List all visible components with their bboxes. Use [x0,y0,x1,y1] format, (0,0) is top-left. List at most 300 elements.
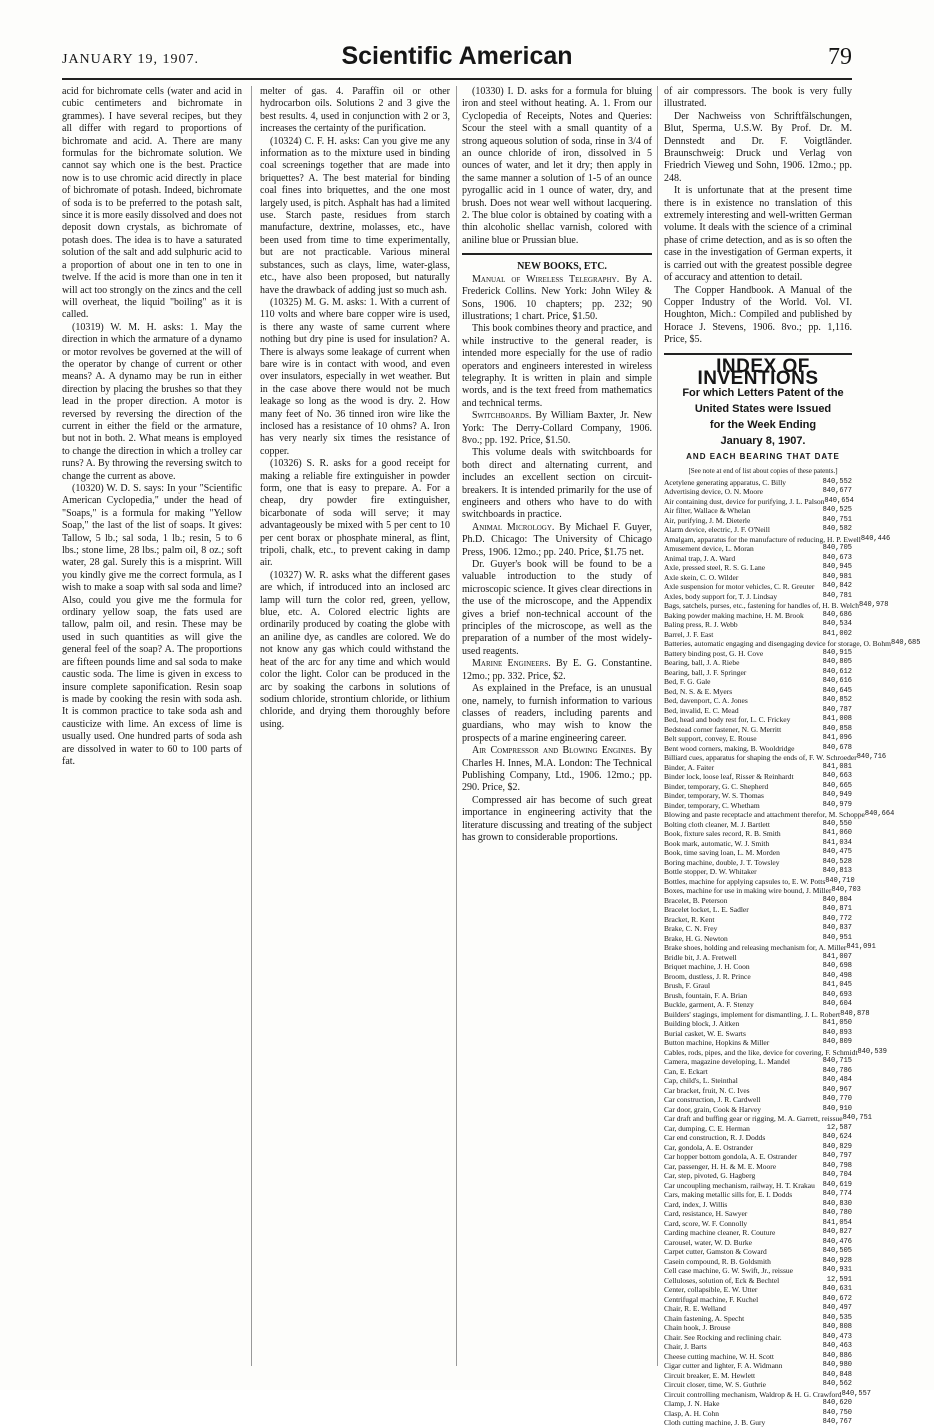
index-entry-name: Bracket, R. Kent [664,914,715,924]
index-entry-number: 840,915 [822,648,852,657]
index-entry-number: 840,978 [859,601,889,610]
index-entry-number: 840,534 [822,620,852,629]
book-entry [462,410,652,447]
index-entry-name: Bolting cloth cleaner, M. J. Bartlett [664,819,770,829]
index-entry-name: Circuit controlling mechanism, Waldrop & H. G. Crawford [664,1389,842,1399]
index-entry-name: Car construction, J. R. Cardwell [664,1095,761,1105]
index-entry-name: Chain hook, J. Brouse [664,1323,731,1333]
index-entry-number: 840,827 [822,1228,852,1237]
paragraph: of air compressors. The book is very fully illustrated. [664,86,852,110]
index-entry [664,639,921,649]
index-entry [664,915,852,925]
index-entry-number: 840,871 [822,905,852,914]
index-entry [664,1047,887,1058]
index-entry [664,1314,852,1324]
index-entry-name: Car, gondola, A. E. Ostrander [664,1142,753,1152]
book-title: Animal Micrology. [472,521,555,533]
index-entry [664,1200,852,1210]
index-entry-name: Centrifugal machine, F. Kuchel [664,1294,759,1304]
index-entry-number: 840,620 [822,1399,852,1408]
index-entry-number: 840,848 [822,1370,852,1379]
index-entry [664,810,895,820]
index-entry-name: Building block, J. Aitken [664,1019,740,1029]
index-entry-name: Barrel, J. F. East [664,629,714,639]
index-entry-number: 841,054 [822,1218,852,1227]
index-entry-name: Axles, body support for, T. J. Lindsay [664,591,778,601]
index-entry [664,1361,852,1371]
paragraph: (10330) I. D. asks for a formula for bluing iron and steel without heating. A. 1. From our Cyclopedia of Receipts, Notes and Queries: Scour the steel with a small quantity of a strong aqueous solution of soda, rinse in 3/4 of an ounce chloride of iron, dissolved in 5 ounces of water, and let it dry; then apply in the same manner a solution of 1-5 of an ounce pyrogallic acid in 1 ounce of water, dry, and brush. Does not wear well without lacquering. 2. The blue color is obtained by coating with a thin alcoholic shellac varnish, colored with aniline blue or Prussian blue. [462,86,652,246]
index-entry [664,858,852,868]
header-rule [62,78,852,80]
index-entry-number: 840,685 [891,639,921,648]
index-entry [664,934,852,944]
index-entry-name: Binder, temporary, G. C. Shepherd [664,781,769,791]
index-entry-name: Cloth cutting machine, J. B. Gury [664,1418,766,1428]
index-entry-number: 840,686 [822,610,852,619]
index-entry-number: 840,703 [831,886,861,895]
index-entry-name: Blowing and paste receptacle and attachment therefor, M. Schoppe [664,810,865,820]
index-entry [664,772,852,782]
index-entry-number: 840,813 [822,867,852,876]
index-entry-name: Card, score, W. F. Connolly [664,1218,748,1228]
index-entry-name: Clamp, J. N. Hake [664,1399,720,1409]
index-entry-name: Car bracket, fruit, N. C. Ives [664,1085,750,1095]
index-entry [664,1418,852,1428]
index-entry [664,715,852,725]
index-entry-name: Cigar cutter and lighter, F. A. Widmann [664,1361,783,1371]
paragraph: (10324) C. F. H. asks: Can you give me any information as to the mixture used in binding coal screenings together that are made into briquettes? A. The best material for binding coal fines into briquettes, and the one most largely used, is pitch. Asphalt has had a limited use. Starch paste, residues from starch manufacture, dextrine, molasses, etc., have been used from time to time experimentally, but are not practicable. Various mineral substances, such as clays, lime, water-glass, etc., have also been proposed, but naturally have the drawback of adding just so much ash. [260,135,450,296]
index-entry [664,791,852,801]
book-entry [462,745,652,795]
index-entry [664,1295,852,1305]
index-entry-name: Chair. See Rocking and reclining chair. [664,1332,782,1342]
index-entry [664,1143,852,1153]
index-entry [664,1181,852,1191]
index-entry-number: 840,624 [822,1133,852,1142]
index-entry-number: 840,484 [822,1076,852,1085]
index-title: INDEX OF INVENTIONS [697,355,819,389]
index-entry-number: 840,837 [822,924,852,933]
index-entry-number: 840,631 [822,1285,852,1294]
index-entry [664,753,887,763]
section-rule [664,353,852,355]
index-entry-name: Air containing dust, device for purifying, J. L. Palson [664,496,825,506]
book-review: Dr. Guyer's book will be found to be a valuable introduction to the study of microscopic science. It gives clear directions in the use of the microscope, and the Appendix gives a brief non-technical account of the principles of the microscope, as well as the preparation of a number of the most widely-used reagents. [462,559,652,657]
section-rule [462,253,652,255]
index-entry-name: Brush, F. Graul [664,981,711,991]
index-entry [664,876,855,887]
index-entry-name: Acetylene generating apparatus, C. Billy [664,477,787,487]
book-details: By Charles H. Innes, M.A. London: The Technical Publishing Company, Ltd., 1906. 12mo.; pp. 290. Price, $2. [462,745,652,794]
index-entry [664,1409,852,1419]
index-entry [664,829,852,839]
index-entry [664,943,876,953]
index-entry [664,649,852,659]
index-entry-name: Axle skein, C. O. Wilder [664,572,739,582]
index-entry-number: 840,928 [822,1256,852,1265]
index-entry-number: 841,050 [822,1019,852,1028]
index-entry [664,1076,852,1086]
book-entry [462,274,652,324]
index-entry [664,972,852,982]
index-entry-name: Bedstead corner fastener, N. G. Merritt [664,724,782,734]
book-entry: Der Nachweiss von Schriftfälschungen, Blut, Sperma, U.S.W. By Prof. Dr. M. Dennstedt and Dr. F. Voigtländer. Braunschweig: Druck und Verlag von Friedrich Vieweg und Sohn, 1906. 12mo.; pp. 248. [664,110,852,184]
index-entry [664,1304,852,1314]
index-entry [664,544,852,554]
index-entry [664,1276,852,1286]
index-entry-name: Book, fixture sales record, R. B. Smith [664,829,781,839]
index-entry-name: Car hopper bottom gondola, A. E. Ostrander [664,1152,798,1162]
page-number: 79 [828,44,852,70]
index-entry-name: Car uncoupling mechanism, railway, H. T. Krakau [664,1180,815,1190]
index-entry-number: 840,878 [840,1009,870,1018]
index-note: [See note at end of list about copies of these patents.] [688,467,838,476]
index-entry [664,582,852,592]
index-entry [664,782,852,792]
index-entry [664,839,852,849]
index-entry-number: 840,705 [822,544,852,553]
index-entry [664,1285,852,1295]
index-entry-number: 840,654 [824,496,854,505]
index-entry-name: Car, step, pivoted, G. Hagberg [664,1171,756,1181]
index-entry [664,1228,852,1238]
index-entry-number: 840,704 [822,1171,852,1180]
index-entry [664,534,891,545]
index-entry-number: 840,858 [822,724,852,733]
index-subtitle: for the Week Ending [709,419,817,432]
index-entry-name: Advertising device, O. N. Moore [664,487,763,497]
index-entry-number: 840,852 [822,696,852,705]
index-entry-number: 840,949 [822,791,852,800]
index-entry [664,867,852,877]
index-entry-name: Binder, A. Faiter [664,762,715,772]
index-entry-name: Brake, H. G. Newton [664,933,728,943]
index-entry-number: 840,505 [822,1247,852,1256]
index-entry [664,1029,852,1039]
index-entry-name: Camera, magazine developing, L. Mandel [664,1057,790,1067]
index-entry [664,896,852,906]
index-entry-name: Baking powder making machine, H. M. Brook [664,610,804,620]
index-date: January 8, 1907. [720,435,806,448]
index-entry-name: Bracelet, B. Peterson [664,895,728,905]
book-title: Manual of Wireless Telegraphy. [472,273,620,285]
index-entry-number: 840,498 [822,971,852,980]
index-entry-number: 840,612 [822,667,852,676]
index-entry [664,1219,852,1229]
index-entry-name: Card, index, J. Willis [664,1199,728,1209]
index-entry [664,1162,852,1172]
index-entry-name: Buckle, garment, A. F. Stenzy [664,1000,754,1010]
book-review: This volume deals with switchboards for both direct and alternating current, and includes an excellent section on circuit-breakers. It is intended primarily for the use of engineers and others who have to do with switchboards in practice. [462,447,652,521]
index-entry [664,1057,852,1067]
index-entry-number: 841,045 [822,981,852,990]
index-entry [664,981,852,991]
index-entry-number: 841,096 [822,734,852,743]
index-entry-name: Button machine, Hopkins & Miller [664,1038,770,1048]
index-entry-number: 840,698 [822,962,852,971]
index-entry-name: Bed, invalid, E. C. Mead [664,705,739,715]
index-entry-number: 12,591 [826,1275,852,1284]
book-details: By A. Frederick Collins. New York: John Wiley & Sons, 1906. 10 chapters; pp. 232; 90 illustrations; 1 chart. Price, $1.50. [462,273,653,322]
index-entry-name: Bridle bit, J. A. Fretwell [664,952,737,962]
index-entry-name: Chair, R. E. Welland [664,1304,726,1314]
index-entry [664,525,852,535]
index-entry-number: 840,678 [822,743,852,752]
index-entry-number: 840,787 [822,705,852,714]
index-entry-name: Bracelet locket, L. E. Sadler [664,905,749,915]
index-entry [664,563,852,573]
index-entry [664,1009,870,1020]
book-review: It is unfortunate that at the present time there is in existence no translation of this extremely interesting and well-written German volume. It deals with the science of a criminal phase of crime detection, and as is so often the case in the investigation of German experts, it is carried out with the greatest possible degree of accuracy and attention to detail. [664,185,852,284]
index-entry-number: 841,081 [822,762,852,771]
index-entry-number: 840,535 [822,1313,852,1322]
masthead-title: Scientific American [341,42,573,70]
index-list [664,477,921,1428]
index-entry [664,478,852,488]
index-entry-name: Binder, temporary, W. S. Thomas [664,791,764,801]
index-entry [664,801,852,811]
index-entry [664,706,852,716]
index-entry-name: Bearing, ball, J. F. Springer [664,667,747,677]
index-entry-number: 840,805 [822,658,852,667]
book-review: Compressed air has become of such great importance in engineering activity that the literature discussing and treating of the subject has grown to considerable proportions. [462,794,652,843]
index-entry-name: Axle suspension for motor vehicles, C. R. Greuter [664,582,815,592]
book-entry [462,658,652,683]
index-entry-name: Amalgam, apparatus for the manufacture of reducing, H. P. Ewell [664,534,861,544]
index-entry-name: Card, resistance, H. Sawyer [664,1209,748,1219]
index-entry-number: 840,842 [822,582,852,591]
index-entry-number: 840,809 [822,1038,852,1047]
index-entry-number: 840,786 [822,1066,852,1075]
index-entry-name: Circuit breaker, E. M. Hewlett [664,1370,756,1380]
index-entry-name: Builders' stagings, implement for dismantling, J. L. Robert [664,1009,841,1019]
index-entry [664,1323,852,1333]
index-entry-name: Belt support, convey, E. Rouse [664,734,757,744]
index-entry-name: Animal trap, J. A. Ward [664,553,736,563]
index-entry-number: 840,770 [822,1095,852,1104]
book-entry: The Copper Handbook. A Manual of the Copper Industry of the World. Vol. VI. Houghton, Mich.: Compiled and published by Horace J. Stevens, 1906. 8vo.; pp. 1,116. Price, $5. [664,284,852,346]
index-entry-number: 840,886 [822,1351,852,1360]
index-entry [664,696,852,706]
index-entry-name: Air filter, Wallace & Whelan [664,506,751,516]
index-entry-number: 840,672 [822,1294,852,1303]
column-divider [456,86,457,1366]
paragraph: (10319) W. M. H. asks: 1. May the direction in which the armature of a dynamo or motor revolves be governed at the will of the operator by change of current or other means? A. A dynamo may be run in either direction by placing the brushes so that they lead in the proper direction. A motor is reversed by reversing the direction of the current in either the field or the armature, but not in both. 2. What means is employed to change the direction in which a trolley car runs? A. By throwing the reversing switch to change the current as above. [62,321,242,482]
index-entry-number: 841,091 [846,943,876,952]
index-entry-name: Cell case machine, G. W. Swift, Jr., reissue [664,1266,793,1276]
column-3 [462,86,652,1366]
index-entry-name: Bed, N. S. & E. Myers [664,686,733,696]
index-entry-number: 840,910 [822,1104,852,1113]
column-divider [251,86,252,1366]
index-entry-number: 840,582 [822,525,852,534]
index-entry-name: Bearing, ball, J. A. Riebe [664,658,740,668]
index-entry [664,820,852,830]
index-entry-number: 840,751 [822,515,852,524]
index-entry-name: Clasp, A. H. Cohn [664,1408,720,1418]
book-details: By Michael F. Guyer, Ph.D. Chicago: The University of Chicago Press, 1906. 12mo.; pp. 240. Price, $1.75 net. [462,521,652,558]
index-entry-number: 840,663 [822,772,852,781]
index-entry [664,924,852,934]
book-title: Air Compressor and Blowing Engines. [472,745,637,757]
index-entry-name: Amusement device, L. Moran [664,544,754,554]
index-entry-number: 840,750 [822,1408,852,1417]
index-entry-number: 840,781 [822,591,852,600]
index-entry-number: 840,716 [856,753,887,762]
book-title: Switchboards. [472,410,532,422]
index-entry-name: Brake shoes, holding and releasing mechanism for, A. Miller [664,943,847,953]
index-entry [664,620,852,630]
index-entry-number: 841,007 [822,952,852,961]
index-entry [664,1399,852,1409]
index-entry [664,848,852,858]
index-entry-name: Carpet cutter, Gamston & Coward [664,1247,767,1257]
index-entry-number: 840,528 [822,857,852,866]
index-entry-number: 840,645 [822,686,852,695]
index-entry-name: Book, time saving loan, L. M. Morden [664,848,780,858]
index-entry-name: Circuit closer, time, W. S. Guthrie [664,1380,766,1390]
index-entry [664,592,852,602]
column-2 [260,86,450,1366]
index-subtitle: For which Letters Patent of the [682,387,844,400]
index-entry-name: Air, purifying, J. M. Dieterle [664,515,751,525]
index-entry-name: Center, collapsible, E. W. Utter [664,1285,758,1295]
index-entry-number: 840,980 [822,1361,852,1370]
index-entry-name: Bottles, machine for applying capsules to, E. W. Potts [664,876,826,886]
index-entry [664,1257,852,1267]
index-entry-number: 840,715 [822,1057,852,1066]
index-entry [664,1124,852,1134]
book-title: Marine Engineers. [472,658,551,670]
index-entry-name: Binder, temporary, C. Whetham [664,800,760,810]
index-entry [664,1247,852,1257]
index-entry [664,506,852,516]
paragraph: (10320) W. D. S. says: In your "Scientific American Cyclopedia," under the head of "Soaps," is a formula for making "Yellow Soap," the last of the list of soaps. It gives: Tallow, 5 lb.; sal soda, 1 lb.; resin, 5 to 6 lbs.; stone lime, 28 lbs.; palm oil, 8 oz.; soft water, 28 gal. Surely this is a misprint. Will you kindly give me the correct formula, as I wish to make a soap with sal soda and lime? Also, could you give me the formula for ordinary yellow soap, the fats used are tallow, palm oil, and resin. These may be used in such quantities as will give the general feel of the soap? A. The proportions are fifteen pounds lime and sal soda to make caustic soda. The lime is given in excess to insure complete saponification. Resin soap is made by cooking the resin with soda ash. It is common practice to take soda ash and causticize with lime. An excess of lime is usually used. One hundred parts of soda ash are dissolved in water to 60 to 100 parts of fat. [62,483,242,767]
index-entry-name: Brush, fountain, F. A. Brian [664,990,748,1000]
index-entry-name: Casein compound, R. B. Goldsmith [664,1256,771,1266]
index-entry-name: Bed, head and body rest for, L. C. Frickey [664,715,791,725]
index-entry [664,573,852,583]
index-entry-number: 840,804 [822,895,852,904]
new-books-heading: NEW BOOKS, ETC. [517,261,607,273]
index-entry [664,487,852,497]
index-entry-number: 840,931 [822,1266,852,1275]
index-entry-number: 840,473 [822,1332,852,1341]
index-entry-number: 841,034 [822,838,852,847]
index-entry-name: Cheese cutting machine, W. H. Scott [664,1351,774,1361]
index-entry-name: Chair, J. Barts [664,1342,707,1352]
book-review: This book combines theory and practice, and while instructive to the general reader, is intended more especially for the use of radio operators and engineers interested in wireless telegraphy. It is written in plain and simple words, and is the text freed from mathematics and technical terms. [462,323,652,409]
index-entry-name: Bent wood corners, making, B. Wooldridge [664,743,795,753]
index-entry-number: 841,060 [822,829,852,838]
index-entry-number: 840,772 [822,914,852,923]
index-entry-number: 840,951 [822,933,852,942]
index-entry-name: Can, E. Eckart [664,1066,708,1076]
column-4 [664,86,921,1428]
index-entry-number: 840,767 [822,1418,852,1427]
index-entry-number: 840,550 [822,819,852,828]
index-entry-name: Car, dumping, C. E. Herman [664,1123,750,1133]
index-entry-number: 840,665 [822,781,852,790]
index-entry [664,1067,852,1077]
index-entry [664,658,852,668]
index-entry-number: 840,677 [822,487,852,496]
book-review: As explained in the Preface, is an unusual one, namely, to furnish information to various classes of readers, including parents and guardians, who may wish to know the prospects of a marine engineering career. [462,683,652,744]
index-entry [664,1095,852,1105]
paragraph: (10326) S. R. asks for a good receipt for making a reliable fire extinguisher in powder form, one that is easy to prepare. A. For a cheap, dry powder fire extinguisher, bicarbonate of soda will serve; it may advantageously be mixed with 5 per cent to 10 per cent borax or phosphate mineral, as flint, tripoli, chalk, etc., to prevent caking in damp air. [260,458,450,569]
column-1 [62,86,242,1366]
index-subtitle: AND EACH BEARING THAT DATE [686,452,840,462]
index-entry-name: Batteries, automatic engaging and disengaging device for storage, O. Bohm [664,639,892,649]
index-entry [664,1352,852,1362]
index-entry-number: 840,774 [822,1190,852,1199]
index-entry-name: Cables, rods, pipes, and the like, device for covering, F. Schmidt [664,1047,858,1057]
index-entry-number: 840,893 [822,1028,852,1037]
index-entry-number: 840,780 [822,1209,852,1218]
index-entry-name: Bottle stopper, D. W. Whitaker [664,867,757,877]
index-entry-number: 840,664 [864,810,895,819]
index-entry-number: 840,562 [822,1380,852,1389]
index-entry-name: Book mark, automatic, W. J. Smith [664,838,770,848]
index-entry [664,1266,852,1276]
index-entry-number: 840,539 [857,1047,887,1056]
index-entry-number: 840,945 [822,563,852,572]
index-entry [664,497,852,507]
index-entry-name: Burial casket, W. E. Swarts [664,1028,746,1038]
index-entry [664,687,852,697]
index-entry [664,1209,852,1219]
column-divider [657,86,658,1366]
index-entry-name: Cap, child's, L. Steinthal [664,1076,738,1086]
index-entry-name: Car, passenger, H. H. & M. E. Moore [664,1161,777,1171]
index-entry [664,1171,852,1181]
index-entry-number: 840,830 [822,1199,852,1208]
index-entry [664,516,852,526]
index-entry-name: Chain fastening, A. Specht [664,1313,745,1323]
index-entry [664,1333,852,1343]
paragraph: (10325) M. G. M. asks: 1. With a current of 110 volts and where bare copper wire is used, is there any waste of same current where nothing but dry pine is used for insulation? A. There is always some leakage of current when bare wire is in contact with wood, and even over insulators, especially in wet weather. But in the case above there would not be much leakage so long as the wood is dry. 2. How many feet of No. 36 tinned iron wire like the inclosed has a resistance of 10 ohms? A. Iron has very nearly six times the resistance of copper. [260,296,450,457]
index-entry [664,1238,852,1248]
index-entry-number: 840,475 [822,848,852,857]
index-entry [664,1038,852,1048]
index-entry-number: 840,446 [860,534,891,543]
index-entry [664,991,852,1001]
index-entry-number: 840,693 [822,990,852,999]
index-entry [664,1371,852,1381]
index-entry [664,677,852,687]
index-entry [664,1086,852,1096]
index-entry-name: Bed, davenport, C. A. Jones [664,696,748,706]
index-entry-name: Axle, pressed steel, R. S. G. Lane [664,563,766,573]
book-entry [462,522,652,559]
index-entry-name: Boring machine, double, J. T. Towsley [664,857,780,867]
index-entry-name: Car end construction, R. J. Dodds [664,1133,766,1143]
index-entry-number: 841,002 [822,629,852,638]
index-entry [664,554,852,564]
index-entry-name: Binder lock, loose leaf, Risser & Reinhardt [664,772,794,782]
index-entry [664,1133,852,1143]
index-entry [664,1114,872,1124]
index-entry-name: Celluloses, solution of, Eck & Bechtel [664,1275,780,1285]
index-entry [664,1152,852,1162]
paragraph: (10327) W. R. asks what the different gases are which, if introduced into an inclosed arc lamp will turn the color red, green, yellow, blue, etc. A. Colored electric lights are ordinarily produced by coating the globe with an aniline dye, as candles are colored. We do not know any gas which could withstand the heat of the arc for any time and which would color the light. Color can be produced in the arc by soaking the carbons in solutions of sodium chloride, strontium chloride, or lithium chloride, and drying them thoroughly before using. [260,569,450,730]
index-entry-number: 840,967 [822,1085,852,1094]
index-entry-name: Battery binding post, G. H. Cove [664,648,764,658]
index-entry-number: 840,829 [822,1142,852,1151]
index-entry [664,1342,852,1352]
index-entry-number: 840,797 [822,1152,852,1161]
index-entry-number: 12,587 [826,1123,852,1132]
